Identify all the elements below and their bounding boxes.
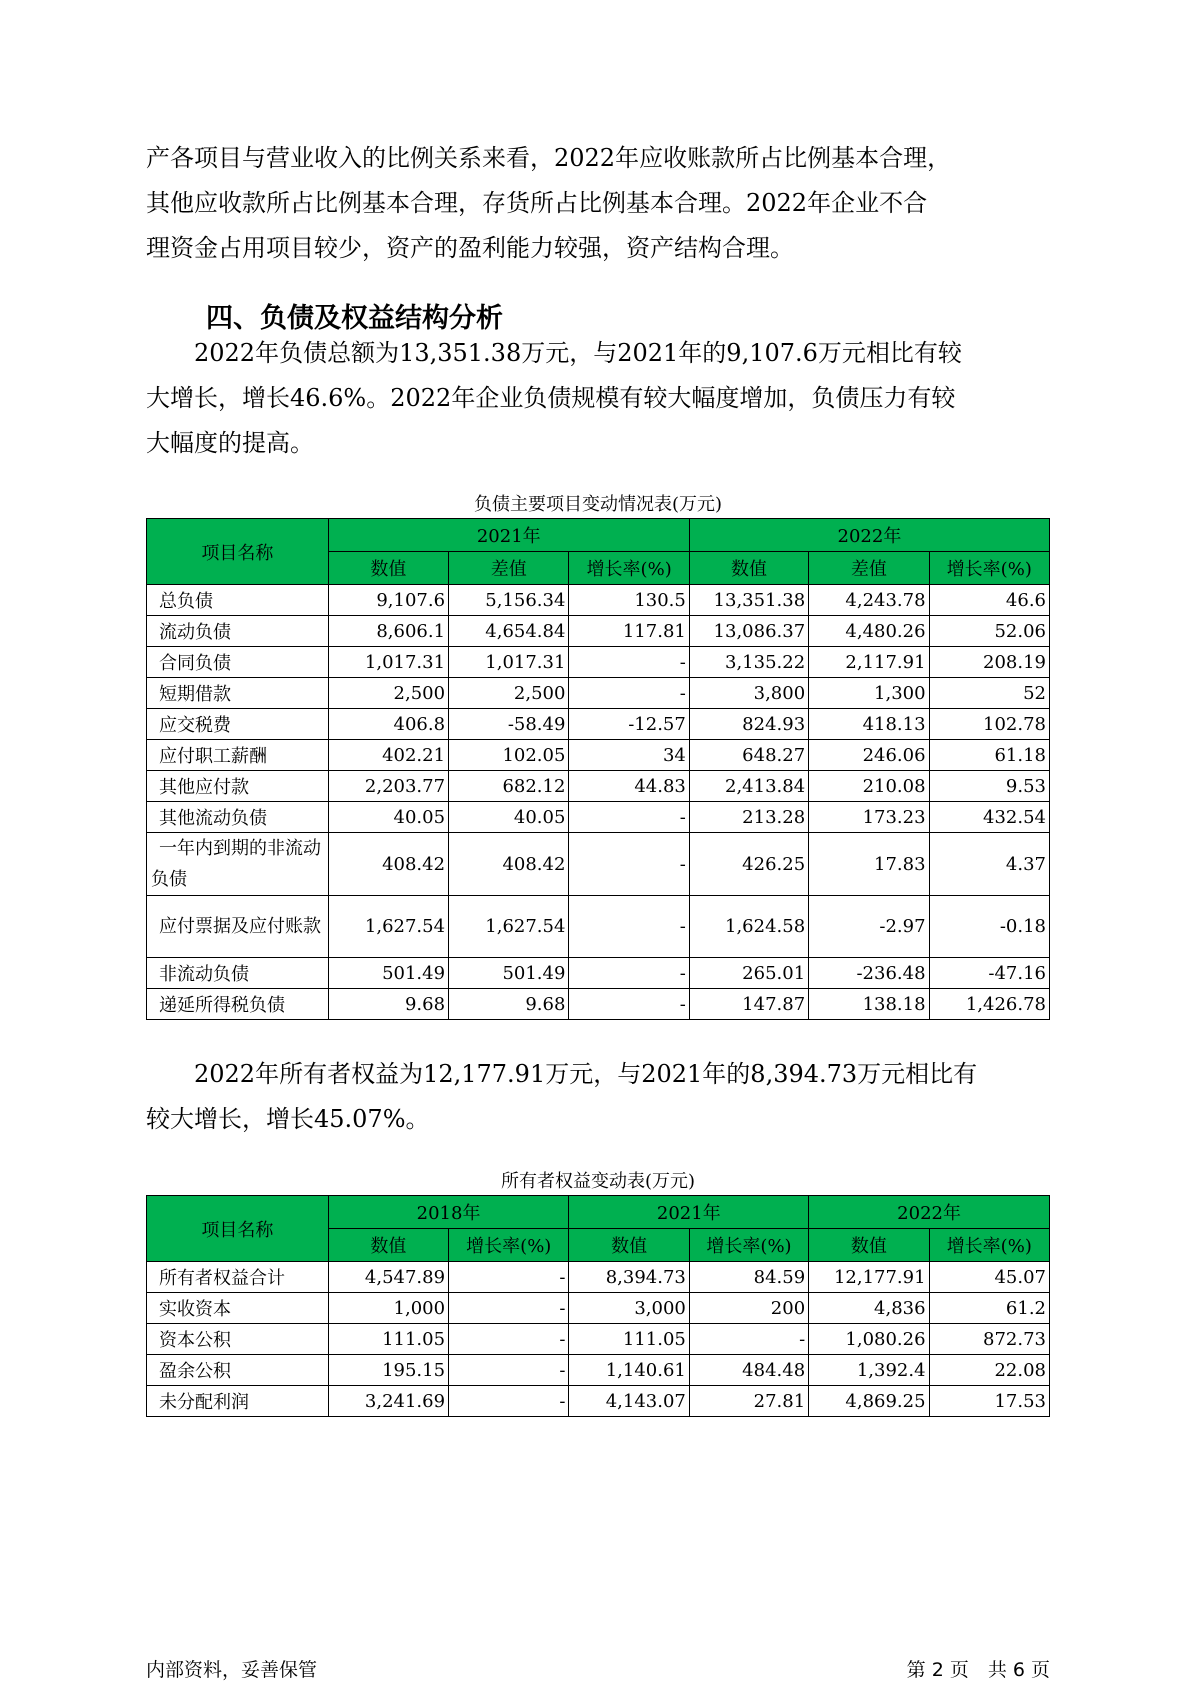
col-header-value: 数值 bbox=[809, 1229, 929, 1262]
table-cell: 4,243.78 bbox=[809, 585, 929, 616]
row-label: 应付票据及应付账款 bbox=[147, 896, 329, 958]
row-label: 所有者权益合计 bbox=[147, 1262, 329, 1293]
table-cell: 46.6 bbox=[929, 585, 1049, 616]
row-label: 递延所得税负债 bbox=[147, 989, 329, 1020]
equity-table bbox=[146, 1195, 1050, 1417]
table-row bbox=[147, 740, 1050, 771]
liability-table bbox=[146, 518, 1050, 1020]
table-cell: 4,480.26 bbox=[809, 616, 929, 647]
table-cell: 4.37 bbox=[929, 833, 1049, 896]
col-header-item-name: 项目名称 bbox=[147, 519, 329, 585]
table-cell: 17.53 bbox=[929, 1386, 1049, 1417]
row-label: 资本公积 bbox=[147, 1324, 329, 1355]
col-header-value: 数值 bbox=[328, 1229, 448, 1262]
table-cell: 402.21 bbox=[328, 740, 448, 771]
row-label: 非流动负债 bbox=[147, 958, 329, 989]
table-cell: 3,241.69 bbox=[328, 1386, 448, 1417]
col-header-year-2022: 2022年 bbox=[809, 1196, 1050, 1229]
table-row bbox=[147, 989, 1050, 1020]
row-label: 总负债 bbox=[147, 585, 329, 616]
col-header-year-2022: 2022年 bbox=[689, 519, 1049, 552]
table-row bbox=[147, 709, 1050, 740]
table-cell: 2,117.91 bbox=[809, 647, 929, 678]
table-cell: 210.08 bbox=[809, 771, 929, 802]
liability-table-caption: 负债主要项目变动情况表(万元) bbox=[473, 494, 723, 515]
table-cell: 2,500 bbox=[449, 678, 569, 709]
table-cell: 84.59 bbox=[689, 1262, 808, 1293]
table-cell: 501.49 bbox=[449, 958, 569, 989]
col-header-item-name: 项目名称 bbox=[147, 1196, 329, 1262]
table-cell: - bbox=[569, 802, 689, 833]
table-cell: 3,135.22 bbox=[689, 647, 808, 678]
table-cell: 138.18 bbox=[809, 989, 929, 1020]
table-cell: 40.05 bbox=[328, 802, 448, 833]
table-cell: - bbox=[569, 989, 689, 1020]
table-cell: 1,080.26 bbox=[809, 1324, 929, 1355]
table-cell: 3,000 bbox=[569, 1293, 689, 1324]
table-cell: -0.18 bbox=[929, 896, 1049, 958]
table-cell: 1,017.31 bbox=[328, 647, 448, 678]
table-row bbox=[147, 833, 1050, 896]
table-cell: 13,086.37 bbox=[689, 616, 808, 647]
table-cell: 1,300 bbox=[809, 678, 929, 709]
table-cell: - bbox=[689, 1324, 808, 1355]
table-cell: 102.78 bbox=[929, 709, 1049, 740]
table-cell: 61.2 bbox=[929, 1293, 1049, 1324]
table-cell: 45.07 bbox=[929, 1262, 1049, 1293]
row-label: 短期借款 bbox=[147, 678, 329, 709]
table-cell: 27.81 bbox=[689, 1386, 808, 1417]
equity-line-2: 较大增长，增长45.07%。 bbox=[146, 1105, 430, 1133]
table-cell: - bbox=[569, 678, 689, 709]
equity-line-1: 2022年所有者权益为12,177.91万元，与2021年的8,394.73万元相比有 bbox=[146, 1060, 978, 1088]
equity-paragraph bbox=[146, 1052, 1046, 1142]
table-cell: - bbox=[569, 647, 689, 678]
col-header-rate: 增长率(%) bbox=[929, 552, 1049, 585]
table-row bbox=[147, 1386, 1050, 1417]
table-cell: 9.68 bbox=[328, 989, 448, 1020]
table-cell: 4,654.84 bbox=[449, 616, 569, 647]
table-cell: -12.57 bbox=[569, 709, 689, 740]
liability-paragraph bbox=[146, 331, 1046, 466]
table-cell: 824.93 bbox=[689, 709, 808, 740]
table-cell: 408.42 bbox=[328, 833, 448, 896]
table-cell: 3,800 bbox=[689, 678, 808, 709]
table-cell: 17.83 bbox=[809, 833, 929, 896]
table-cell: - bbox=[569, 833, 689, 896]
table-row bbox=[147, 1324, 1050, 1355]
table-cell: 2,413.84 bbox=[689, 771, 808, 802]
row-label: 未分配利润 bbox=[147, 1386, 329, 1417]
table-row bbox=[147, 771, 1050, 802]
table-cell: 484.48 bbox=[689, 1355, 808, 1386]
table-cell: 2,500 bbox=[328, 678, 448, 709]
table-cell: 12,177.91 bbox=[809, 1262, 929, 1293]
table-cell: 408.42 bbox=[449, 833, 569, 896]
table-cell: 265.01 bbox=[689, 958, 808, 989]
col-header-rate: 增长率(%) bbox=[449, 1229, 569, 1262]
table-cell: - bbox=[449, 1386, 569, 1417]
footer-page-number: 第 2 页 共 6 页 bbox=[906, 1659, 1050, 1681]
table-cell: - bbox=[449, 1355, 569, 1386]
table-cell: 8,606.1 bbox=[328, 616, 448, 647]
table-cell: -58.49 bbox=[449, 709, 569, 740]
col-header-diff: 差值 bbox=[449, 552, 569, 585]
table-cell: 4,143.07 bbox=[569, 1386, 689, 1417]
table-cell: - bbox=[449, 1293, 569, 1324]
table-cell: 9.53 bbox=[929, 771, 1049, 802]
table-cell: -236.48 bbox=[809, 958, 929, 989]
table-cell: 22.08 bbox=[929, 1355, 1049, 1386]
table-row bbox=[147, 1355, 1050, 1386]
table-cell: 246.06 bbox=[809, 740, 929, 771]
table-cell: 432.54 bbox=[929, 802, 1049, 833]
table-cell: 2,203.77 bbox=[328, 771, 448, 802]
table-cell: 213.28 bbox=[689, 802, 808, 833]
col-header-rate: 增长率(%) bbox=[689, 1229, 808, 1262]
table-cell: 34 bbox=[569, 740, 689, 771]
table-cell: 61.18 bbox=[929, 740, 1049, 771]
intro-line-1: 产各项目与营业收入的比例关系来看，2022年应收账款所占比例基本合理， bbox=[146, 144, 952, 172]
table-row bbox=[147, 585, 1050, 616]
col-header-rate: 增长率(%) bbox=[569, 552, 689, 585]
table-cell: 8,394.73 bbox=[569, 1262, 689, 1293]
liability-line-3: 大幅度的提高。 bbox=[146, 429, 314, 457]
table-cell: 130.5 bbox=[569, 585, 689, 616]
row-label: 实收资本 bbox=[147, 1293, 329, 1324]
table-cell: 501.49 bbox=[328, 958, 448, 989]
table-cell: 147.87 bbox=[689, 989, 808, 1020]
table-cell: 1,392.4 bbox=[809, 1355, 929, 1386]
table-cell: 1,017.31 bbox=[449, 647, 569, 678]
table-cell: 4,836 bbox=[809, 1293, 929, 1324]
table-cell: - bbox=[449, 1262, 569, 1293]
table-cell: 1,426.78 bbox=[929, 989, 1049, 1020]
table-cell: -2.97 bbox=[809, 896, 929, 958]
table-cell: 52.06 bbox=[929, 616, 1049, 647]
table-cell: 426.25 bbox=[689, 833, 808, 896]
intro-paragraph bbox=[146, 136, 1046, 271]
col-header-year-2021: 2021年 bbox=[328, 519, 689, 552]
col-header-value: 数值 bbox=[328, 552, 448, 585]
table-cell: 872.73 bbox=[929, 1324, 1049, 1355]
table-cell: 173.23 bbox=[809, 802, 929, 833]
table-cell: 406.8 bbox=[328, 709, 448, 740]
row-label: 一年内到期的非流动负债 bbox=[147, 833, 329, 896]
table-cell: 40.05 bbox=[449, 802, 569, 833]
section-heading: 四、负债及权益结构分析 bbox=[206, 303, 503, 334]
liability-line-1: 2022年负债总额为13,351.38万元，与2021年的9,107.6万元相比有较 bbox=[146, 339, 962, 367]
table-cell: -47.16 bbox=[929, 958, 1049, 989]
table-cell: - bbox=[569, 958, 689, 989]
table-cell: 5,156.34 bbox=[449, 585, 569, 616]
footer-confidential-note: 内部资料，妥善保管 bbox=[146, 1659, 318, 1681]
col-header-diff: 差值 bbox=[809, 552, 929, 585]
table-cell: - bbox=[569, 896, 689, 958]
liability-line-2: 大增长，增长46.6%。2022年企业负债规模有较大幅度增加，负债压力有较 bbox=[146, 384, 956, 412]
table-cell: 1,627.54 bbox=[449, 896, 569, 958]
table-cell: 648.27 bbox=[689, 740, 808, 771]
table-cell: 111.05 bbox=[328, 1324, 448, 1355]
table-row bbox=[147, 1293, 1050, 1324]
table-row bbox=[147, 616, 1050, 647]
col-header-rate: 增长率(%) bbox=[929, 1229, 1049, 1262]
col-header-year-2021: 2021年 bbox=[569, 1196, 809, 1229]
table-row bbox=[147, 678, 1050, 709]
col-header-value: 数值 bbox=[569, 1229, 689, 1262]
row-label: 盈余公积 bbox=[147, 1355, 329, 1386]
table-cell: 200 bbox=[689, 1293, 808, 1324]
row-label: 其他应付款 bbox=[147, 771, 329, 802]
row-label: 合同负债 bbox=[147, 647, 329, 678]
col-header-value: 数值 bbox=[689, 552, 808, 585]
table-cell: 682.12 bbox=[449, 771, 569, 802]
table-cell: 1,000 bbox=[328, 1293, 448, 1324]
intro-line-2: 其他应收款所占比例基本合理，存货所占比例基本合理。2022年企业不合 bbox=[146, 189, 928, 217]
table-cell: - bbox=[449, 1324, 569, 1355]
table-cell: 9,107.6 bbox=[328, 585, 448, 616]
row-label: 流动负债 bbox=[147, 616, 329, 647]
table-cell: 102.05 bbox=[449, 740, 569, 771]
table-row bbox=[147, 647, 1050, 678]
table-row bbox=[147, 1262, 1050, 1293]
table-cell: 4,869.25 bbox=[809, 1386, 929, 1417]
table-cell: 1,624.58 bbox=[689, 896, 808, 958]
table-row bbox=[147, 958, 1050, 989]
table-cell: 418.13 bbox=[809, 709, 929, 740]
table-cell: 13,351.38 bbox=[689, 585, 808, 616]
table-cell: 1,140.61 bbox=[569, 1355, 689, 1386]
row-label: 应交税费 bbox=[147, 709, 329, 740]
equity-table-caption: 所有者权益变动表(万元) bbox=[500, 1171, 696, 1192]
col-header-year-2018: 2018年 bbox=[328, 1196, 569, 1229]
table-cell: 195.15 bbox=[328, 1355, 448, 1386]
table-row bbox=[147, 802, 1050, 833]
table-cell: 208.19 bbox=[929, 647, 1049, 678]
table-cell: 52 bbox=[929, 678, 1049, 709]
table-cell: 117.81 bbox=[569, 616, 689, 647]
table-cell: 111.05 bbox=[569, 1324, 689, 1355]
row-label: 其他流动负债 bbox=[147, 802, 329, 833]
row-label: 应付职工薪酬 bbox=[147, 740, 329, 771]
table-row bbox=[147, 896, 1050, 958]
table-cell: 44.83 bbox=[569, 771, 689, 802]
table-cell: 9.68 bbox=[449, 989, 569, 1020]
table-cell: 1,627.54 bbox=[328, 896, 448, 958]
intro-line-3: 理资金占用项目较少，资产的盈利能力较强，资产结构合理。 bbox=[146, 234, 794, 262]
table-cell: 4,547.89 bbox=[328, 1262, 448, 1293]
